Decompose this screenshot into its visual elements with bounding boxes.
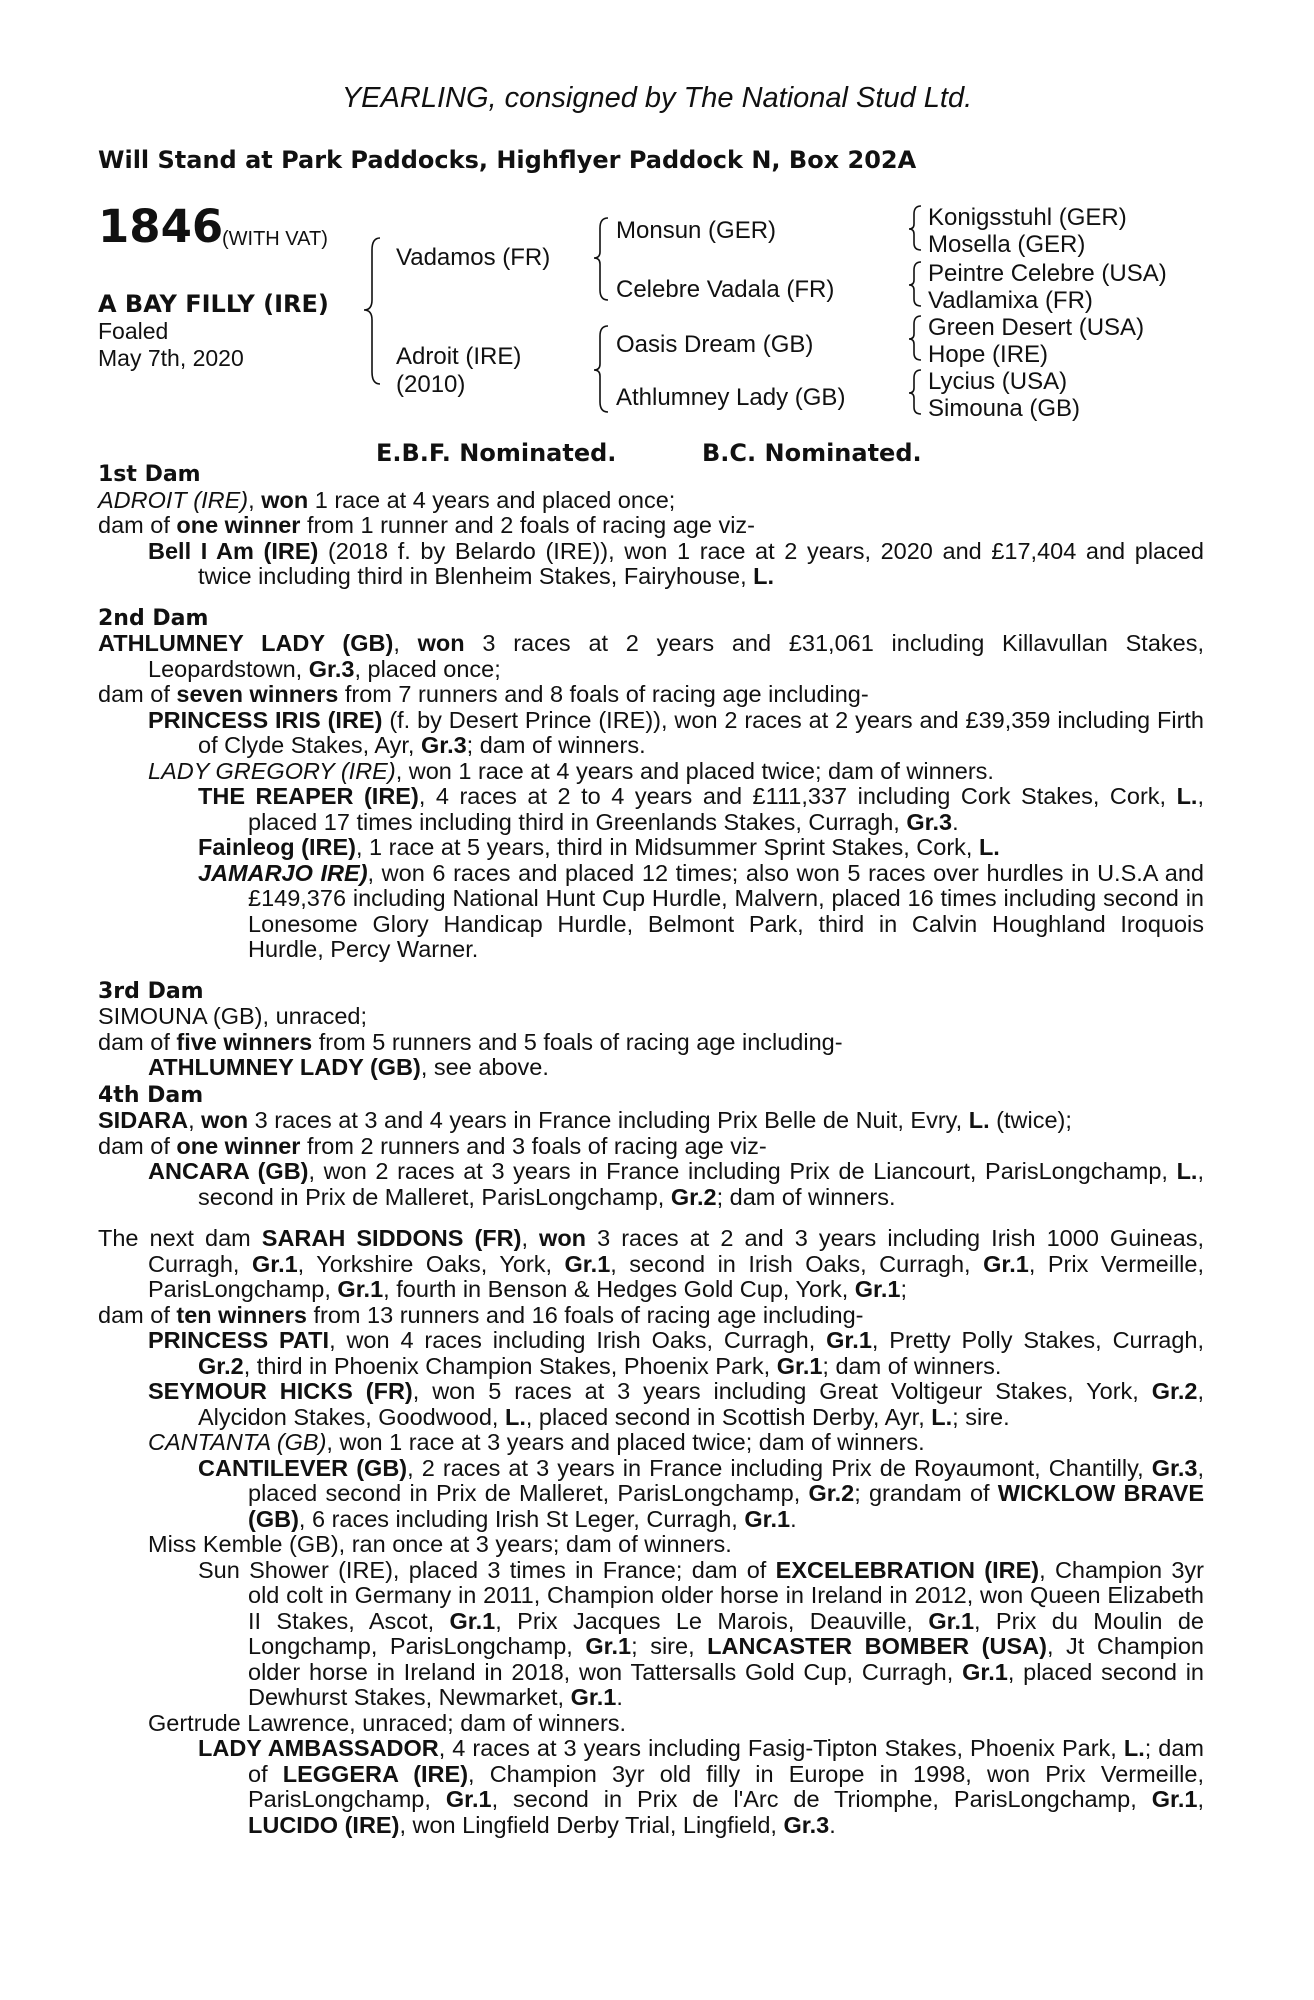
horse-name: A BAY FILLY (IRE) [98,290,329,318]
dam2-grand-2: Fainleog (IRE), 1 race at 5 years, third in Midsummer Sprint Stakes, Cork, L. [198,834,1000,860]
catalogue-body [98,462,1204,1838]
pedigree-gen3-4: Vadlamixa (FR) [928,287,1093,314]
next-dam-grand-2: Sun Shower (IRE), placed 3 times in France; dam of EXCELEBRATION (IRE), Champion 3yr old colt in Germany in 2011, Champion older horse in Ireland in 2012, won Queen Elizabeth II Stakes, Ascot, Gr.1, Prix Jacques Le Marois, Deauville, Gr.1, Prix du Moulin de Longchamp, ParisLongchamp, Gr.1; sire, LANCASTER BOMBER (USA), Jt Champion older horse in Ireland in 2018, won Tattersalls Gold Cup, Curragh, Gr.1, placed second in Dewhurst Stakes, Newmarket, Gr.1. [198,1556,1205,1710]
pedigree-sire-sire: Monsun (GER) [616,217,777,244]
dam1-produce: dam of one winner from 1 runner and 2 foals of racing age viz- [98,512,755,538]
dam2-grand-3: JAMARJO IRE), won 6 races and placed 12 times; also won 5 races over hurdles in U.S.A and £149,376 including National Hunt Cup Hurdle, Malvern, placed 16 times including second in Lonesome Glory Handicap Hurdle, Belmont Park, third in Calvin Houghland Iroquois Hurdle, Percy Warner. [198,859,1204,962]
dam2-grand-1: THE REAPER (IRE), 4 races at 2 to 4 years and £111,337 including Cork Stakes, Cork, L., placed 17 times including third in Greenlands Stakes, Curragh, Gr.3. [198,783,1204,835]
dam1-offspring: Bell I Am (IRE) (2018 f. by Belardo (IRE)), won 1 race at 2 years, 2020 and £17,404 and placed twice including third in Blenheim Stakes, Fairyhouse, L. [148,537,1204,589]
foaled-label: Foaled [98,318,169,344]
ebf-nominated: E.B.F. Nominated. [376,439,617,467]
section-heading-2nd-dam: 2nd Dam [98,605,209,631]
lot-number: 1846 [98,200,224,253]
pedigree-sire-dam: Celebre Vadala (FR) [616,276,835,303]
page-title: YEARLING, consigned by The National Stud Ltd. [341,82,973,114]
dam3-line: SIMOUNA (GB), unraced; [98,1003,368,1029]
pedigree-gen3-7: Lycius (USA) [928,368,1068,395]
dam3-offspring: ATHLUMNEY LADY (GB), see above. [148,1054,549,1080]
next-dam-grand-1: CANTILEVER (GB), 2 races at 3 years in France including Prix de Royaumont, Chantilly, Gr.3, placed second in Prix de Malleret, ParisLongchamp, Gr.2; grandam of WICKLOW BRAVE (GB), 6 races including Irish St Leger, Curragh, Gr.1. [198,1454,1205,1532]
next-dam-line: The next dam SARAH SIDDONS (FR), won 3 races at 2 and 3 years including Irish 1000 Guineas, Curragh, Gr.1, Yorkshire Oaks, York, Gr.1, second in Irish Oaks, Curragh, Gr.1, Prix Vermeille, ParisLongchamp, Gr.1, fourth in Benson & Hedges Gold Cup, York, Gr.1; [98,1225,1204,1302]
brace-dam [594,326,608,412]
next-dam-offspring-2: SEYMOUR HICKS (FR), won 5 races at 3 years including Great Voltigeur Stakes, York, Gr.2, Alycidon Stakes, Goodwood, L., placed second in Scottish Derby, Ayr, L.; sire. [148,1378,1204,1430]
dam4-produce: dam of one winner from 2 runners and 3 foals of racing age viz- [98,1132,767,1159]
dam1-line: ADROIT (IRE), won 1 race at 4 years and placed once; [98,486,676,513]
next-dam-offspring-3: CANTANTA (GB), won 1 race at 3 years and placed twice; dam of winners. [148,1429,925,1455]
dam4-offspring: ANCARA (GB), won 2 races at 3 years in France including Prix de Liancourt, ParisLongchamp, L., second in Prix de Malleret, ParisLongchamp, Gr.2; dam of winners. [148,1158,1204,1210]
next-dam-produce: dam of ten winners from 13 runners and 16 foals of racing age including- [98,1301,864,1328]
dam2-line: ATHLUMNEY LADY (GB), won 3 races at 2 years and £31,061 including Killavullan Stakes, Leopardstown, Gr.3, placed once; [98,630,1204,682]
next-dam-grand-3: LADY AMBASSADOR, 4 races at 3 years including Fasig-Tipton Stakes, Phoenix Park, L.; dam of LEGGERA (IRE), Champion 3yr old filly in Europe in 1998, won Prix Vermeille, ParisLongchamp, Gr.1, second in Prix de l'Arc de Triomphe, ParisLongchamp, Gr.1, LUCIDO (IRE), won Lingfield Derby Trial, Lingfield, Gr.3. [198,1735,1205,1838]
pedigree-gen3-1: Konigsstuhl (GER) [928,204,1127,231]
section-heading-1st-dam: 1st Dam [98,462,201,487]
brace-sire [594,218,608,300]
pedigree-dam-year: (2010) [396,371,466,398]
dam4-line: SIDARA, won 3 races at 3 and 4 years in France including Prix Belle de Nuit, Evry, L. (twice); [98,1107,1072,1133]
pedigree-gen3-8: Simouna (GB) [928,395,1081,422]
next-dam-offspring-5: Gertrude Lawrence, unraced; dam of winners. [148,1709,627,1736]
pedigree-gen3-2: Mosella (GER) [928,231,1086,258]
dam2-produce: dam of seven winners from 7 runners and 8 foals of racing age including- [98,681,869,707]
dam2-offspring-2: LADY GREGORY (IRE), won 1 race at 4 years and placed twice; dam of winners. [148,757,994,784]
pedigree-gen3-6: Hope (IRE) [928,341,1049,368]
dam3-produce: dam of five winners from 5 runners and 5 foals of racing age including- [98,1028,843,1055]
next-dam-offspring-4: Miss Kemble (GB), ran once at 3 years; dam of winners. [148,1531,732,1557]
section-heading-3rd-dam: 3rd Dam [98,978,204,1004]
vat-label: (WITH VAT) [222,228,328,250]
pedigree-dam-sire: Oasis Dream (GB) [616,331,814,358]
brace-main [364,238,380,384]
section-heading-4th-dam: 4th Dam [98,1082,204,1108]
next-dam-offspring-1: PRINCESS PATI, won 4 races including Irish Oaks, Curragh, Gr.1, Pretty Polly Stakes, Curragh, Gr.2, third in Phoenix Champion Stakes, Phoenix Park, Gr.1; dam of winners. [148,1327,1205,1379]
stand-location: Will Stand at Park Paddocks, Highflyer Paddock N, Box 202A [98,146,917,174]
foaled-date: May 7th, 2020 [98,345,244,371]
pedigree-dam-dam: Athlumney Lady (GB) [616,384,846,411]
pedigree-dam: Adroit (IRE) [396,343,522,370]
pedigree-gen3-3: Peintre Celebre (USA) [928,260,1167,287]
pedigree-sire: Vadamos (FR) [396,244,551,271]
bc-nominated: B.C. Nominated. [702,439,922,467]
pedigree-gen3-5: Green Desert (USA) [928,314,1145,341]
dam2-offspring-1: PRINCESS IRIS (IRE) (f. by Desert Prince (IRE)), won 2 races at 2 years and £39,359 including Firth of Clyde Stakes, Ayr, Gr.3; dam of winners. [148,706,1205,758]
